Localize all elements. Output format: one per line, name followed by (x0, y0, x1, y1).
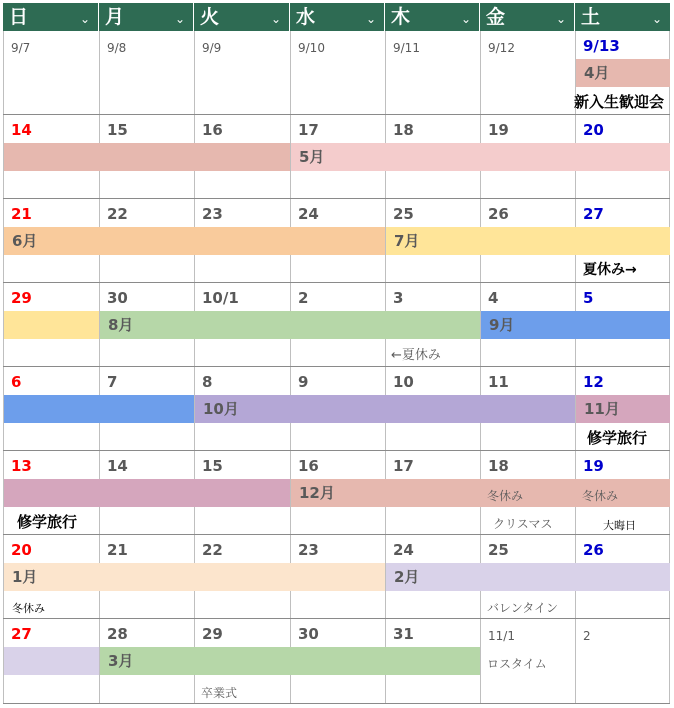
month-label: 9月 (489, 316, 515, 334)
date-cell-wed[interactable]: 17 (298, 121, 319, 139)
date-cell-tue[interactable]: 15 (202, 457, 223, 475)
date-cell-wed[interactable]: 24 (298, 205, 319, 223)
date-cell-fri[interactable]: 9/12 (488, 41, 515, 55)
date-cell-mon[interactable]: 22 (107, 205, 128, 223)
header-thu[interactable] (385, 3, 479, 31)
chevron-down-icon[interactable]: ⌄ (270, 12, 281, 26)
grid-hline (3, 198, 670, 199)
chevron-down-icon[interactable]: ⌄ (365, 12, 376, 26)
chevron-down-icon[interactable]: ⌄ (174, 12, 185, 26)
header-mon[interactable] (99, 3, 193, 31)
month-label: 7月 (394, 232, 420, 250)
grid-vline (3, 31, 4, 704)
grid-hline (3, 703, 670, 704)
note-christmas: クリスマス (493, 517, 553, 531)
date-cell-tue[interactable]: 22 (202, 541, 223, 559)
date-cell-mon[interactable]: 14 (107, 457, 128, 475)
month-band (100, 647, 480, 675)
note-valentine: バレンタイン (487, 601, 558, 615)
month-band (195, 395, 575, 423)
month-band (4, 311, 99, 339)
note-welcome: 新入生歓迎会 (574, 93, 665, 111)
date-cell-thu[interactable]: 31 (393, 625, 414, 643)
header-tue[interactable] (194, 3, 289, 31)
date-cell-wed[interactable]: 9/10 (298, 41, 325, 55)
note-graduation: 卒業式 (201, 686, 238, 700)
date-cell-sun[interactable]: 27 (11, 625, 32, 643)
grid-vline (99, 31, 100, 704)
month-label: 6月 (12, 232, 38, 250)
date-cell-sat[interactable]: 5 (583, 289, 594, 307)
chevron-down-icon[interactable]: ⌄ (651, 12, 662, 26)
month-label: 5月 (299, 148, 325, 166)
header-label: 土 (581, 6, 601, 28)
note-winter-1: 冬休み (487, 489, 524, 503)
date-cell-sat[interactable]: 20 (583, 121, 604, 139)
date-cell-sat[interactable]: 27 (583, 205, 604, 223)
month-band (4, 227, 385, 255)
date-cell-tue[interactable]: 29 (202, 625, 223, 643)
header-sat[interactable] (575, 3, 670, 31)
grid-hline (3, 534, 670, 535)
date-cell-thu[interactable]: 10 (393, 373, 414, 391)
header-label: 火 (200, 6, 220, 28)
date-cell-fri[interactable]: 25 (488, 541, 509, 559)
note-summer-start: 夏休み→ (583, 262, 637, 278)
date-cell-mon[interactable]: 15 (107, 121, 128, 139)
grid-hline (3, 114, 670, 115)
header-label: 金 (486, 6, 506, 28)
grid-hline (3, 366, 670, 367)
date-cell-fri[interactable]: 18 (488, 457, 509, 475)
note-winter-2: 冬休み (582, 489, 619, 503)
date-cell-fri[interactable]: 19 (488, 121, 509, 139)
grid-hline (3, 282, 670, 283)
date-cell-thu[interactable]: 18 (393, 121, 414, 139)
date-cell-thu[interactable]: 17 (393, 457, 414, 475)
month-label: 11月 (584, 400, 620, 418)
date-cell-wed[interactable]: 9 (298, 373, 309, 391)
date-cell-thu[interactable]: 24 (393, 541, 414, 559)
date-cell-mon[interactable]: 21 (107, 541, 128, 559)
date-cell-sat[interactable]: 9/13 (583, 37, 620, 55)
date-cell-tue[interactable]: 16 (202, 121, 223, 139)
date-cell-fri[interactable]: 11/1 (488, 629, 515, 643)
month-band (4, 647, 99, 675)
note-summer-end: ←夏休み (391, 348, 441, 363)
month-band (386, 563, 670, 591)
date-cell-sat[interactable]: 19 (583, 457, 604, 475)
date-cell-sat[interactable]: 12 (583, 373, 604, 391)
date-cell-tue[interactable]: 9/9 (202, 41, 222, 55)
header-label: 木 (391, 6, 411, 28)
header-wed[interactable] (290, 3, 384, 31)
date-cell-sun[interactable]: 14 (11, 121, 32, 139)
date-cell-wed[interactable]: 16 (298, 457, 319, 475)
date-cell-fri[interactable]: 11 (488, 373, 509, 391)
month-band (100, 311, 480, 339)
date-cell-thu[interactable]: 25 (393, 205, 414, 223)
header-label: 月 (105, 6, 125, 28)
date-cell-tue[interactable]: 8 (202, 373, 213, 391)
note-losstime: ロスタイム (487, 657, 547, 671)
month-label: 12月 (299, 484, 335, 502)
date-cell-wed[interactable]: 30 (298, 625, 319, 643)
grid-hline (3, 450, 670, 451)
month-band (4, 395, 194, 423)
chevron-down-icon[interactable]: ⌄ (555, 12, 566, 26)
month-band (4, 479, 290, 507)
grid-vline (575, 31, 576, 704)
grid-vline (669, 31, 670, 704)
date-cell-sun[interactable]: 13 (11, 457, 32, 475)
date-cell-thu[interactable]: 3 (393, 289, 404, 307)
chevron-down-icon[interactable]: ⌄ (79, 12, 90, 26)
header-label: 水 (296, 6, 316, 28)
date-cell-sun[interactable]: 21 (11, 205, 32, 223)
date-cell-fri[interactable]: 4 (488, 289, 499, 307)
grid-vline (194, 31, 195, 704)
note-trip-2: 修学旅行 (17, 513, 78, 531)
month-label: 1月 (12, 568, 38, 586)
grid-hline (3, 618, 670, 619)
date-cell-mon[interactable]: 7 (107, 373, 118, 391)
month-band (4, 563, 385, 591)
date-cell-wed[interactable]: 2 (298, 289, 309, 307)
grid-vline (290, 31, 291, 704)
month-band (4, 143, 290, 171)
date-cell-mon[interactable]: 30 (107, 289, 128, 307)
date-cell-tue[interactable]: 10/1 (202, 289, 239, 307)
header-label: 日 (9, 6, 29, 28)
date-cell-sun[interactable]: 20 (11, 541, 32, 559)
calendar (3, 3, 670, 704)
month-label: 8月 (108, 316, 134, 334)
grid-vline (480, 31, 481, 704)
month-label: 2月 (394, 568, 420, 586)
date-cell-wed[interactable]: 23 (298, 541, 319, 559)
month-label: 3月 (108, 652, 134, 670)
month-band (386, 227, 670, 255)
date-cell-thu[interactable]: 9/11 (393, 41, 420, 55)
date-cell-fri[interactable]: 26 (488, 205, 509, 223)
date-cell-sun[interactable]: 9/7 (11, 41, 31, 55)
month-band (291, 143, 670, 171)
header-sun[interactable] (3, 3, 98, 31)
month-label: 10月 (203, 400, 239, 418)
date-cell-mon[interactable]: 9/8 (107, 41, 127, 55)
note-winter-3: 冬休み (12, 602, 45, 615)
date-cell-sat[interactable]: 26 (583, 541, 604, 559)
date-cell-sun[interactable]: 6 (11, 373, 22, 391)
header-fri[interactable] (480, 3, 574, 31)
grid-vline (385, 31, 386, 704)
date-cell-mon[interactable]: 28 (107, 625, 128, 643)
date-cell-sat[interactable]: 2 (583, 629, 591, 643)
note-trip-1: 修学旅行 (587, 429, 648, 447)
month-label: 4月 (584, 64, 610, 82)
chevron-down-icon[interactable]: ⌄ (460, 12, 471, 26)
note-nye: 大晦日 (603, 519, 636, 532)
date-cell-sun[interactable]: 29 (11, 289, 32, 307)
date-cell-tue[interactable]: 23 (202, 205, 223, 223)
